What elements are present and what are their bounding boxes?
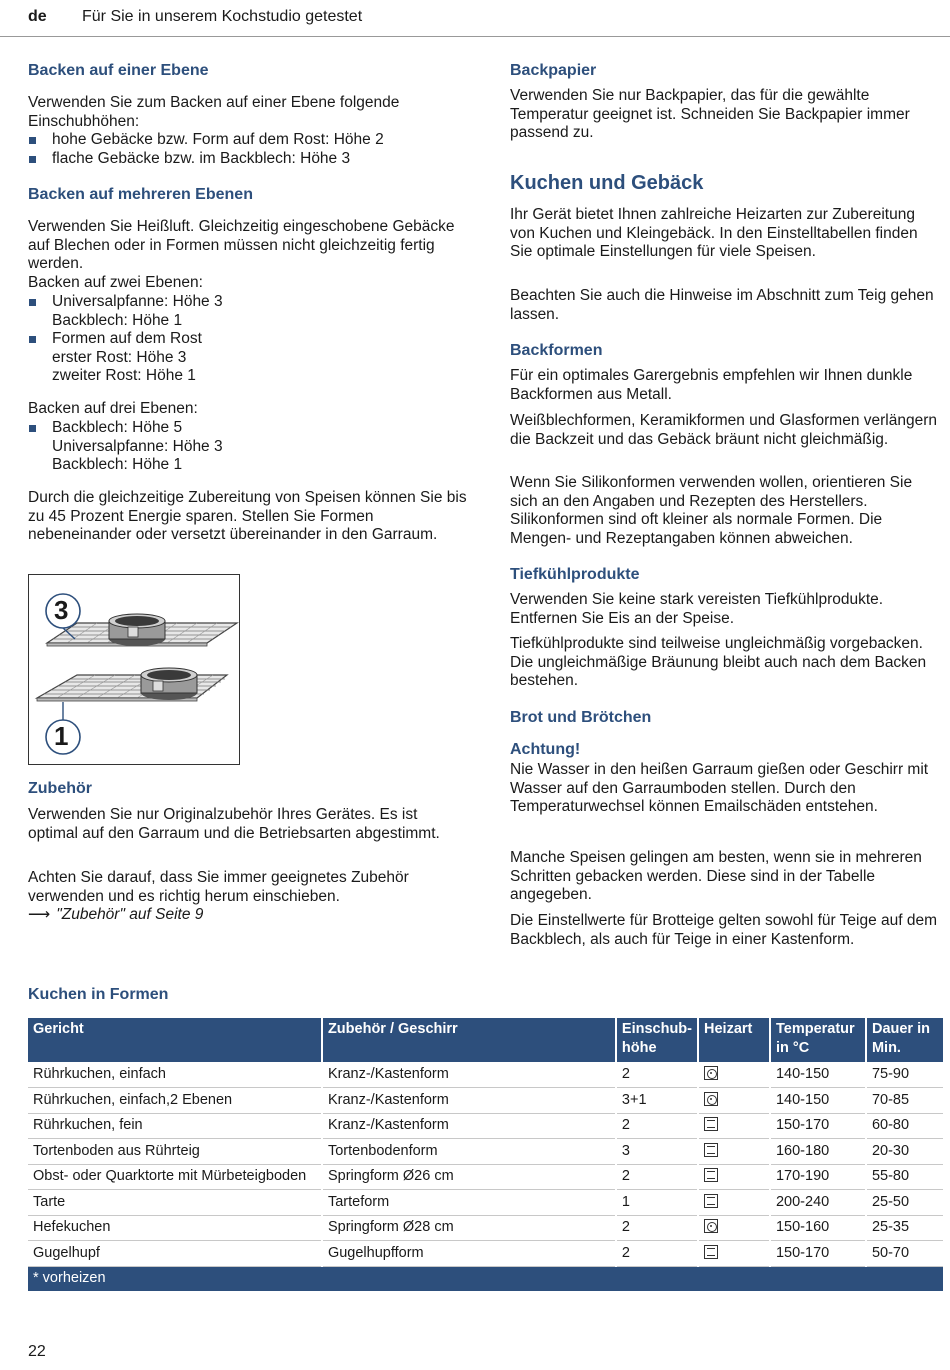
- cell-heat: [698, 1190, 770, 1216]
- cell-dish: Tortenboden aus Rührteig: [28, 1139, 322, 1165]
- level-number-1: 1: [54, 721, 69, 751]
- paragraph: Backen auf zwei Ebenen:: [28, 274, 203, 291]
- table-footer-row: [28, 1266, 943, 1291]
- list-item: flache Gebäcke bzw. im Backblech: Höhe 3: [28, 150, 468, 169]
- fan-icon: [704, 1092, 718, 1106]
- list-item-line: Backblech: Höhe 1: [52, 456, 183, 474]
- cell-dish: Obst- oder Quarktorte mit Mürbeteigboden: [28, 1164, 322, 1190]
- list-item-line: Backblech: Höhe 5: [52, 419, 183, 436]
- cell-level: 2: [616, 1215, 698, 1241]
- cell-temp: 200-240: [770, 1190, 866, 1216]
- cell-time: 20-30: [866, 1139, 943, 1165]
- table-row: [28, 1113, 943, 1139]
- top-bottom-heat-icon: [704, 1194, 718, 1208]
- cell-heat: [698, 1241, 770, 1267]
- shelf-position-illustration: [28, 574, 240, 765]
- cell-heat: [698, 1139, 770, 1165]
- header-divider: [0, 36, 950, 37]
- table-row: [28, 1164, 943, 1190]
- heading-kuchen-gebaeck: Kuchen und Gebäck: [510, 172, 704, 194]
- heading-backen-mehreren-ebenen: Backen auf mehreren Ebenen: [28, 186, 253, 203]
- list-item-line: zweiter Rost: Höhe 1: [52, 367, 196, 385]
- cell-time: 60-80: [866, 1113, 943, 1139]
- cell-temp: 140-150: [770, 1062, 866, 1088]
- heading-backpapier: Backpapier: [510, 62, 597, 79]
- cell-accessory: Gugelhupfform: [322, 1241, 616, 1267]
- paragraph: Wenn Sie Silikonformen verwenden wollen, orientieren Sie sich an den Angaben und Rezepten des Herstellers. Silikonformen sind oft kleiner als normale Formen. Die Mengen- und Rezeptangaben können abweichen.: [510, 474, 913, 547]
- cell-accessory: Kranz-/Kastenform: [322, 1088, 616, 1114]
- cell-time: 25-35: [866, 1215, 943, 1241]
- cell-time: 25-50: [866, 1190, 943, 1216]
- heading-backformen: Backformen: [510, 342, 603, 359]
- table-row: [28, 1088, 943, 1114]
- paragraph: Verwenden Sie Heißluft. Gleichzeitig eingeschobene Gebäcke auf Blechen oder in Formen müssen nicht gleichzeitig fertig werden.: [28, 218, 455, 273]
- cell-level: 2: [616, 1113, 698, 1139]
- cell-level: 2: [616, 1062, 698, 1088]
- list-item-line: Universalpfanne: Höhe 3: [52, 437, 223, 455]
- paragraph: Durch die gleichzeitige Zubereitung von Speisen können Sie bis zu 45 Prozent Energie sparen. Stellen Sie Formen nebeneinander oder versetzt übereinander in den Garraum.: [28, 489, 467, 544]
- springform-pan-upper: [109, 614, 165, 646]
- cell-temp: 140-150: [770, 1088, 866, 1114]
- cell-heat: [698, 1088, 770, 1114]
- col-header-gericht: Gericht: [28, 1018, 322, 1062]
- fan-icon: [704, 1219, 718, 1233]
- page-header: [28, 8, 930, 32]
- cell-time: 50-70: [866, 1241, 943, 1267]
- cell-heat: [698, 1215, 770, 1241]
- bullet-list: [28, 419, 468, 475]
- paragraph: Verwenden Sie keine stark vereisten Tiefkühlprodukte. Entfernen Sie Eis an der Speise.: [510, 591, 884, 627]
- paragraph: Verwenden Sie zum Backen auf einer Ebene folgende Einschubhöhen:: [28, 94, 400, 130]
- cell-temp: 170-190: [770, 1164, 866, 1190]
- paragraph: Die Einstellwerte für Brotteige gelten sowohl für Teige auf dem Backblech, als auch für Teige in einer Kastenform.: [510, 912, 938, 948]
- language-code: de: [28, 8, 47, 25]
- cell-level: 1: [616, 1190, 698, 1216]
- cross-reference: [28, 906, 468, 925]
- table-footnote: * vorheizen: [28, 1266, 943, 1291]
- paragraph: Backen auf drei Ebenen:: [28, 400, 198, 417]
- table-row: [28, 1190, 943, 1216]
- cell-temp: 160-180: [770, 1139, 866, 1165]
- paragraph: Verwenden Sie nur Originalzubehör Ihres Gerätes. Es ist optimal auf den Garraum und die Betriebsarten abgestimmt.: [28, 806, 440, 842]
- cell-level: 3+1: [616, 1088, 698, 1114]
- cell-dish: Hefekuchen: [28, 1215, 322, 1241]
- lower-rack: [37, 675, 227, 701]
- cell-level: 2: [616, 1164, 698, 1190]
- table-header-row: [28, 1018, 943, 1062]
- paragraph: Tiefkühlprodukte sind teilweise ungleichmäßig vorgebacken. Die ungleichmäßige Bräunung bleibt auch nach dem Backen bestehen.: [510, 635, 927, 690]
- cell-time: 55-80: [866, 1164, 943, 1190]
- cell-level: 3: [616, 1139, 698, 1165]
- cell-dish: Rührkuchen, einfach: [28, 1062, 322, 1088]
- col-header-einschubhoehe: Einschub- höhe: [616, 1018, 698, 1062]
- col-header-heizart: Heizart: [698, 1018, 770, 1062]
- heading-tiefkuehlprodukte: Tiefkühlprodukte: [510, 566, 640, 583]
- cell-temp: 150-170: [770, 1241, 866, 1267]
- table-row: [28, 1241, 943, 1267]
- paragraph: Beachten Sie auch die Hinweise im Abschnitt zum Teig gehen lassen.: [510, 287, 934, 323]
- cell-dish: Rührkuchen, einfach,2 Ebenen: [28, 1088, 322, 1114]
- heading-backen-einer-ebene: Backen auf einer Ebene: [28, 62, 209, 79]
- list-item-line: erster Rost: Höhe 3: [52, 348, 187, 366]
- col-header-dauer: Dauer in Min.: [866, 1018, 943, 1062]
- list-item-line: Universalpfanne: Höhe 3: [52, 293, 223, 310]
- cell-accessory: Springform Ø26 cm: [322, 1164, 616, 1190]
- fan-icon: [704, 1066, 718, 1080]
- paragraph: Manche Speisen gelingen am besten, wenn sie in mehreren Schritten gebacken werden. Diese sind in der Tabelle angegeben.: [510, 849, 922, 904]
- list-item-line: Backblech: Höhe 1: [52, 311, 183, 329]
- cell-time: 75-90: [866, 1062, 943, 1088]
- bullet-list: [28, 131, 468, 168]
- paragraph: Achten Sie darauf, dass Sie immer geeignetes Zubehör verwenden und es richtig herum einschieben.: [28, 869, 409, 905]
- cell-dish: Gugelhupf: [28, 1241, 322, 1267]
- cell-accessory: Tarteform: [322, 1190, 616, 1216]
- col-header-zubehoer: Zubehör / Geschirr: [322, 1018, 616, 1062]
- warning-text: Nie Wasser in den heißen Garraum gießen oder Geschirr mit Wasser auf den Garraumboden stellen. Durch den Temperaturwechsel können Emailschäden entstehen.: [510, 761, 929, 816]
- cell-time: 70-85: [866, 1088, 943, 1114]
- paragraph: Weißblechformen, Keramikformen und Glasformen verlängern die Backzeit und das Gebäck bräunt nicht gleichmäßig.: [510, 412, 938, 448]
- link-zubehoer-seite-9[interactable]: "Zubehör" auf Seite 9: [56, 906, 204, 923]
- heading-brot-broetchen: Brot und Brötchen: [510, 709, 652, 726]
- cell-temp: 150-160: [770, 1215, 866, 1241]
- table-title: Kuchen in Formen: [28, 986, 169, 1003]
- cell-accessory: Kranz-/Kastenform: [322, 1062, 616, 1088]
- header-title: Für Sie in unserem Kochstudio getestet: [82, 8, 363, 25]
- baking-table: [28, 1018, 943, 1292]
- list-item-line: Formen auf dem Rost: [52, 330, 202, 348]
- cell-heat: [698, 1164, 770, 1190]
- table-row: [28, 1062, 943, 1088]
- paragraph: Ihr Gerät bietet Ihnen zahlreiche Heizarten zur Zubereitung von Kuchen und Kleingebäck. In den Einstelltabellen finden Sie optimale Einstellungen für viele Speisen.: [510, 206, 918, 261]
- springform-pan-lower: [141, 668, 197, 700]
- cell-dish: Tarte: [28, 1190, 322, 1216]
- list-item: [28, 330, 468, 386]
- top-bottom-heat-icon: [704, 1143, 718, 1157]
- bullet-list: [28, 293, 468, 386]
- cell-level: 2: [616, 1241, 698, 1267]
- cell-accessory: Tortenbodenform: [322, 1139, 616, 1165]
- cell-heat: [698, 1113, 770, 1139]
- top-bottom-heat-icon: [704, 1168, 718, 1182]
- cell-heat: [698, 1062, 770, 1088]
- paragraph: Für ein optimales Garergebnis empfehlen wir Ihnen dunkle Backformen aus Metall.: [510, 367, 913, 403]
- top-bottom-heat-icon: [704, 1245, 718, 1259]
- level-number-3: 3: [54, 595, 69, 625]
- cell-accessory: Springform Ø28 cm: [322, 1215, 616, 1241]
- heading-zubehoer: Zubehör: [28, 780, 92, 797]
- cell-accessory: Kranz-/Kastenform: [322, 1113, 616, 1139]
- page-number: 22: [28, 1343, 46, 1360]
- col-header-temperatur: Temperatur in °C: [770, 1018, 866, 1062]
- warning-label: Achtung!: [510, 741, 581, 758]
- top-bottom-heat-icon: [704, 1117, 718, 1131]
- list-item: [28, 419, 468, 475]
- cell-dish: Rührkuchen, fein: [28, 1113, 322, 1139]
- paragraph: Verwenden Sie nur Backpapier, das für die gewählte Temperatur geeignet ist. Schneiden Sie Backpapier immer passend zu.: [510, 87, 910, 142]
- table-row: [28, 1139, 943, 1165]
- cell-temp: 150-170: [770, 1113, 866, 1139]
- list-item: hohe Gebäcke bzw. Form auf dem Rost: Höhe 2: [28, 131, 468, 150]
- arrow-right-icon: ⟶: [28, 906, 51, 923]
- table-row: [28, 1215, 943, 1241]
- list-item: [28, 293, 468, 330]
